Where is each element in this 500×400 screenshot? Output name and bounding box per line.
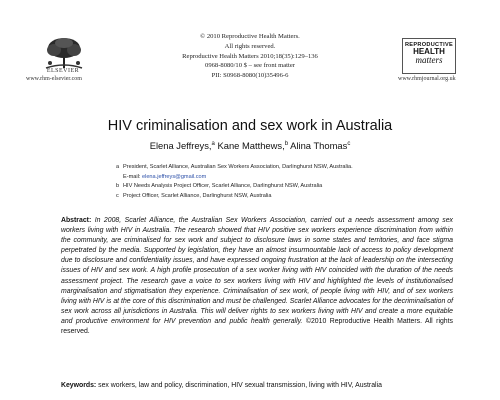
elsevier-tree-logo — [40, 36, 88, 70]
abstract — [61, 216, 453, 337]
pii-line: PII: S0968-8080(10)35496-6 — [211, 72, 289, 80]
journal-logo-line2: HEALTH — [413, 47, 445, 56]
citation-block — [165, 32, 335, 81]
affiliation-text: Project Officer, Scarlet Alliance, Darlinghurst NSW, Australia — [123, 192, 272, 199]
abstract-body: In 2008, Scarlet Alliance, the Australian Sex Workers Association, carried out a needs assessment among sex workers living with HIV in Australia. The research showed that HIV positive sex workers experience discrimination from within the community, are criminalised for sex work and subject to disclosure laws in some states and territories, and face stigma perpetrated by the media. Supported by legislation, they have an almost insurmountable lack of access to policy development due to disclosure and confidentiality issues, and have expressed ongoing frustration at the lack of leadership on the intersecting issues of HIV and sex work. A high profile prosecution of a sex worker living with HIV coincided with the duration of the needs assessment project. The research gave a voice to sex workers living with HIV and highlighted the levels of institutionalised marginalisation and stigmatisation they experience. Criminalisation of sex work, of people living with HIV, and of sex workers living with HIV is at the core of this discrimination and must be challenged. Scarlet Alliance advocates for the decriminalisation of sex work across all jurisdictions in Australia. This will deliver rights to sex workers living with HIV and create a more equitable and productive environment for HIV prevention and public health generally. — [61, 217, 453, 325]
publisher-url[interactable]: www.rhm-elsevier.com — [26, 76, 82, 82]
affiliation-label: b — [116, 183, 120, 190]
affiliation-text: President, Scarlet Alliance, Australian Sex Workers Association, Darlinghurst NSW, Australia. — [123, 164, 353, 170]
journal-logo-line1: REPRODUCTIVE — [404, 42, 454, 48]
affiliation-list — [116, 163, 353, 201]
affiliation-item — [116, 192, 353, 202]
affiliation-text: HIV Needs Analysis Project Officer, Scarlet Alliance, Darlinghurst NSW, Australia — [123, 183, 323, 190]
publisher-name: ELSEVIER — [46, 68, 80, 74]
author-name: Alina Thomas — [290, 140, 348, 151]
author-list — [0, 140, 500, 151]
article-header — [0, 0, 500, 92]
author-affil-marker: b — [284, 140, 289, 147]
affiliation-item — [116, 163, 353, 173]
abstract-copyright: ©2010 Reproductive Health Matters. All rights reserved. — [61, 317, 453, 336]
keywords — [61, 381, 453, 391]
affiliation-item — [116, 182, 353, 192]
journal-url[interactable]: www.rhmjournal.org.uk — [398, 76, 456, 82]
keywords-text: sex workers, law and policy, discrimination, HIV sexual transmission, living with HIV, Australia — [98, 382, 382, 389]
citation-line: Reproductive Health Matters 2010;18(35):129–136 — [182, 52, 318, 60]
journal-logo — [402, 38, 456, 74]
issn-line: 0968-8080/10 $ – see front matter — [205, 62, 295, 70]
copyright-line: © 2010 Reproductive Health Matters. — [200, 33, 300, 40]
email-link[interactable]: elena.jeffreys@gmail.com — [141, 173, 207, 180]
author-affil-marker: c — [347, 140, 351, 147]
article-title: HIV criminalisation and sex work in Australia — [107, 118, 393, 134]
affiliation-item — [116, 173, 353, 183]
abstract-label: Abstract: — [61, 217, 92, 224]
email-label: E-mail: — [123, 173, 142, 180]
rights-line: All rights reserved. — [224, 42, 276, 50]
journal-logo-line3: matters — [415, 55, 443, 65]
affiliation-label: c — [116, 192, 119, 199]
affiliation-label: a — [116, 164, 120, 170]
author-affil-marker: a — [211, 140, 215, 147]
keywords-label: Keywords: — [61, 382, 97, 389]
author-name: Kane Matthews, — [217, 140, 285, 151]
author-name: Elena Jeffreys, — [149, 140, 212, 151]
